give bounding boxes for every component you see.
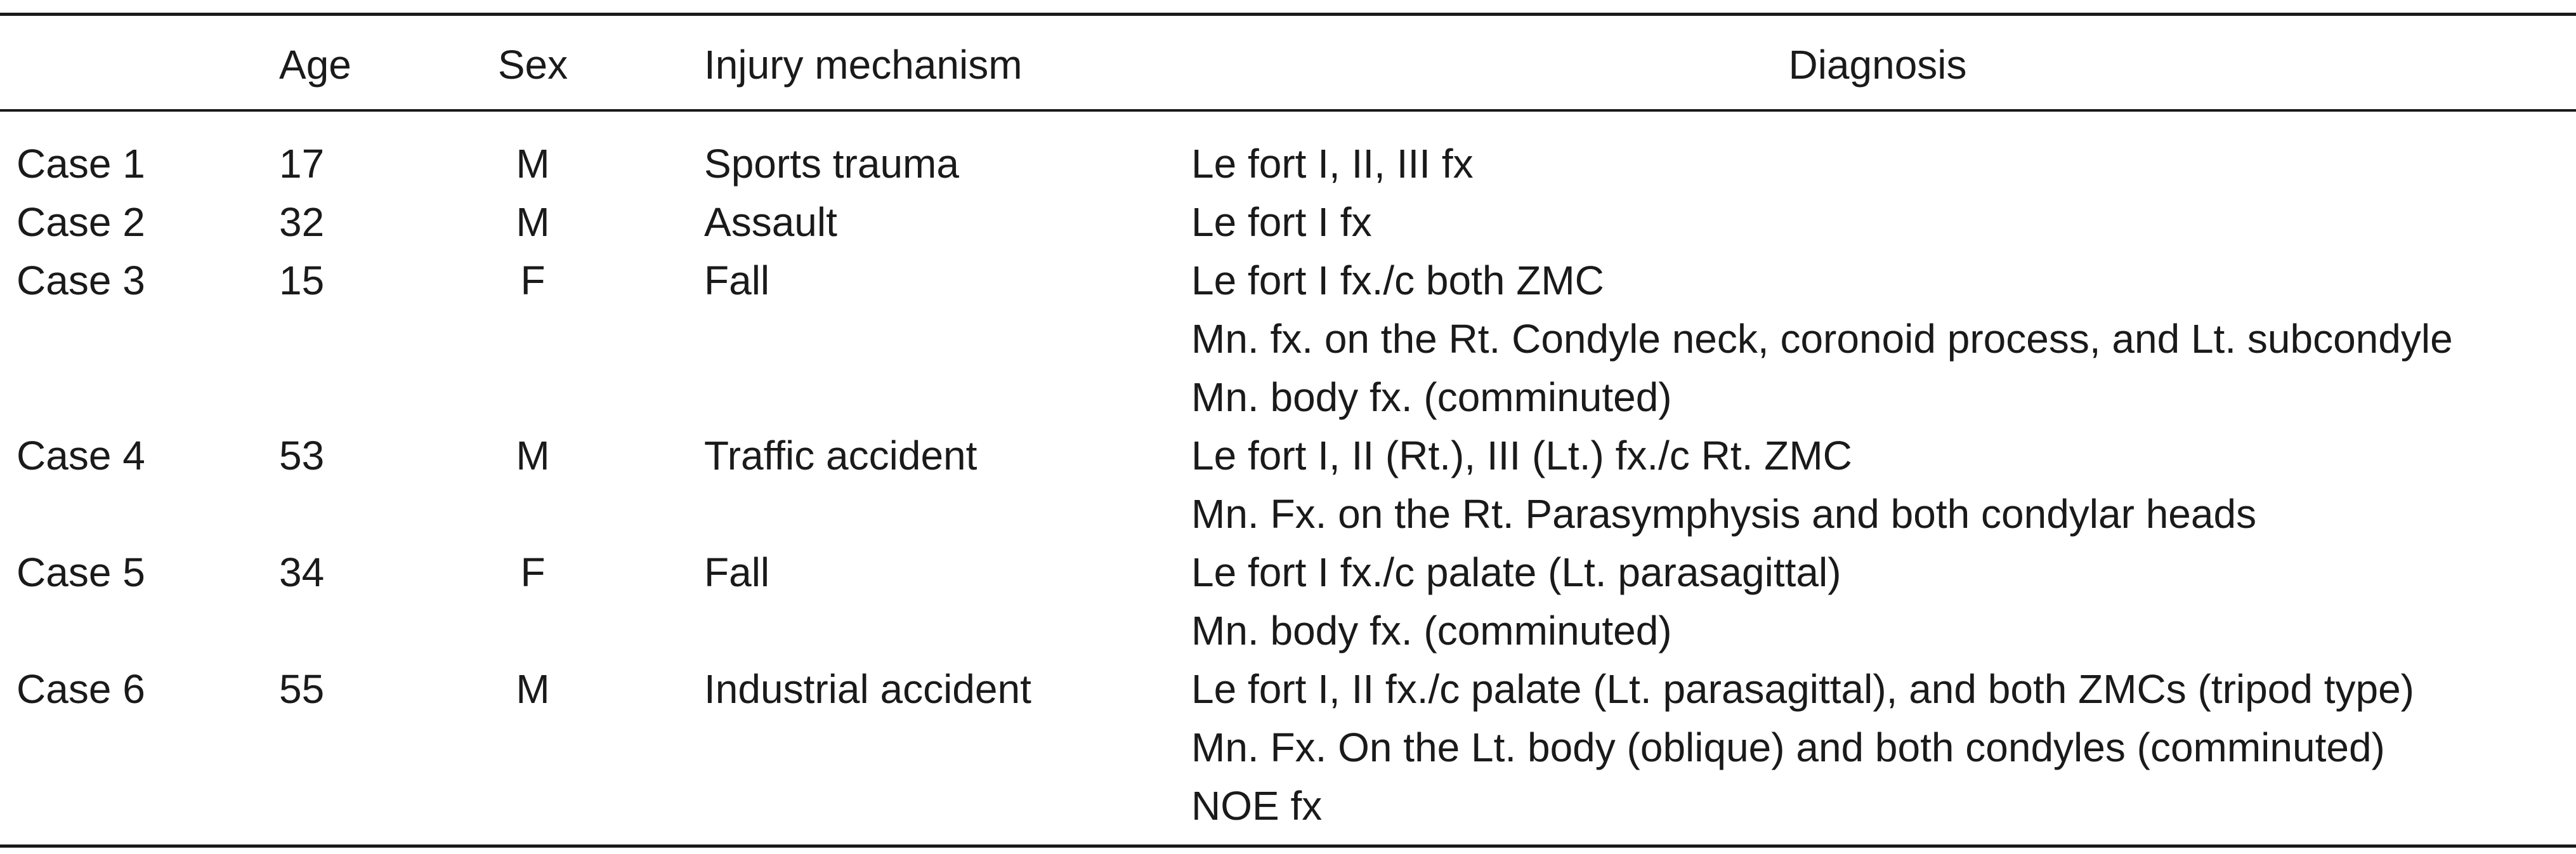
- sex-cell: F: [520, 549, 546, 595]
- mechanism-cell: Traffic accident: [704, 433, 977, 478]
- diagnosis-line: Mn. fx. on the Rt. Condyle neck, coronoid process, and Lt. subcondyle: [1191, 316, 2453, 362]
- diagnosis-line: Mn. Fx. On the Lt. body (oblique) and both condyles (comminuted): [1191, 725, 2385, 770]
- sex-cell: M: [516, 141, 550, 187]
- case-label: Case 4: [16, 433, 145, 478]
- diagnosis-line: Mn. body fx. (comminuted): [1191, 608, 1672, 654]
- header-diagnosis: Diagnosis: [1788, 42, 1967, 88]
- diagnosis-line: Mn. Fx. on the Rt. Parasymphysis and both condylar heads: [1191, 491, 2257, 537]
- diagnosis-line: Le fort I, II, III fx: [1191, 141, 1474, 187]
- age-cell: 53: [279, 433, 325, 478]
- diagnosis-cell: [1191, 666, 2414, 844]
- age-cell: 34: [279, 549, 325, 595]
- diagnosis-line: Le fort I fx./c both ZMC: [1191, 258, 1604, 303]
- sex-cell: M: [516, 199, 550, 245]
- diagnosis-line: Mn. body fx. (comminuted): [1191, 374, 1672, 420]
- mechanism-cell: Assault: [704, 199, 837, 245]
- age-cell: 17: [279, 141, 325, 187]
- diagnosis-cell: [1191, 260, 2453, 435]
- mechanism-cell: Fall: [704, 549, 770, 595]
- diagnosis-line: Le fort I, II (Rt.), III (Lt.) fx./c Rt. ZMC: [1191, 433, 1852, 478]
- diagnosis-cell: [1191, 435, 2256, 552]
- header-age: Age: [279, 42, 351, 88]
- diagnosis-line: Le fort I fx: [1191, 199, 1372, 245]
- diagnosis-cell: [1191, 199, 1372, 260]
- mechanism-cell: Sports trauma: [704, 141, 959, 187]
- diagnosis-cell: [1191, 143, 1474, 202]
- table-top-rule: [0, 13, 2576, 16]
- diagnosis-cell: [1191, 549, 1841, 669]
- sex-cell: F: [520, 258, 546, 303]
- header-sex: Sex: [497, 42, 568, 88]
- case-label: Case 2: [16, 199, 145, 245]
- sex-cell: M: [516, 433, 550, 478]
- diagnosis-line: Le fort I fx./c palate (Lt. parasagittal): [1191, 549, 1841, 595]
- case-label: Case 6: [16, 666, 145, 712]
- mechanism-cell: Industrial accident: [704, 666, 1031, 712]
- diagnosis-line: Le fort I, II fx./c palate (Lt. parasagittal), and both ZMCs (tripod type): [1191, 666, 2414, 712]
- age-cell: 15: [279, 258, 325, 303]
- mechanism-cell: Fall: [704, 258, 770, 303]
- header-injury-mechanism: Injury mechanism: [704, 42, 1023, 88]
- case-label: Case 1: [16, 141, 145, 187]
- diagnosis-line: NOE fx: [1191, 783, 1323, 829]
- age-cell: 32: [279, 199, 325, 245]
- case-label: Case 3: [16, 258, 145, 303]
- case-label: Case 5: [16, 549, 145, 595]
- sex-cell: M: [516, 666, 550, 712]
- table-header-rule: [0, 109, 2576, 112]
- age-cell: 55: [279, 666, 325, 712]
- table-bottom-rule: [0, 844, 2576, 848]
